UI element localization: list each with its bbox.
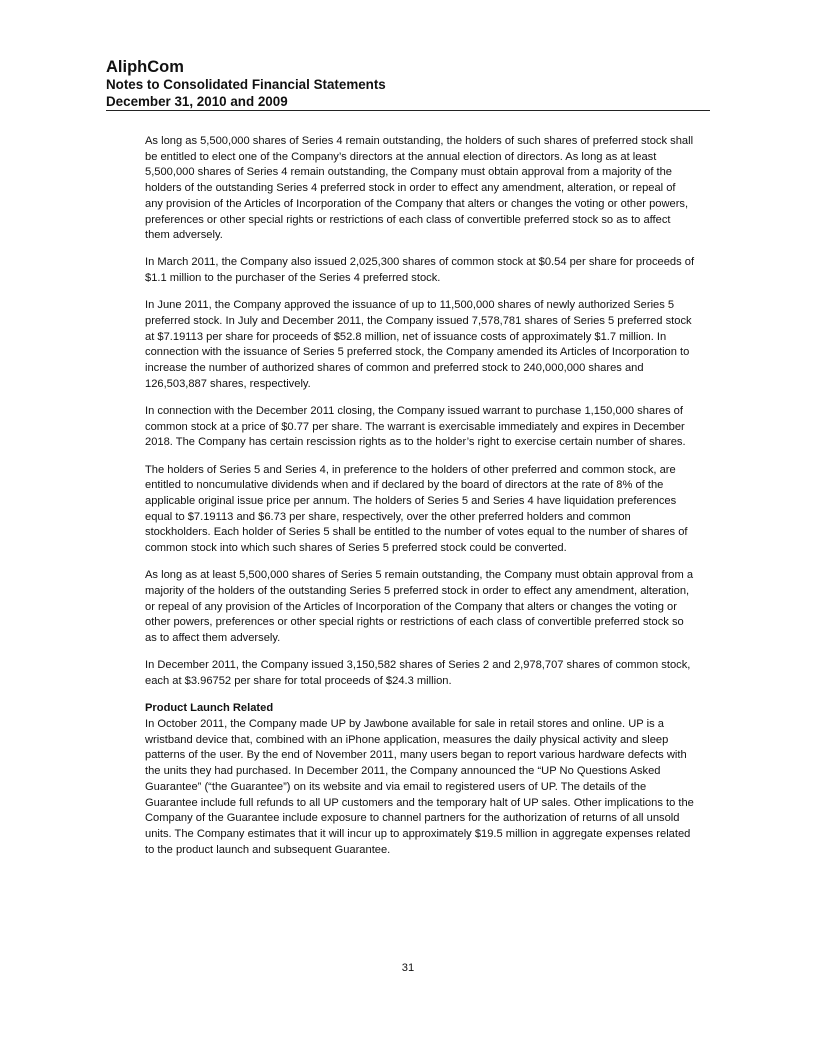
paragraph: As long as at least 5,500,000 shares of Series 5 remain outstanding, the Company must obtain approval from a majority of the holders of the outstanding Series 5 preferred stock in order to effect any amendment, alteration, or repeal of any provision of the Articles of Incorporation of the Company that alters or changes the voting or other powers, preferences or other special rights or restrictions of each class of convertible preferred stock so as to affect them adversely. <box>145 569 694 645</box>
page-number: 31 <box>401 962 415 974</box>
paragraph: As long as 5,500,000 shares of Series 4 remain outstanding, the holders of such shares of preferred stock shall be entitled to elect one of the Company’s directors at the annual election of directors. As long as at least 5,500,000 shares of Series 4 remain outstanding, the Company must obtain approval from a majority of the holders of the outstanding Series 4 preferred stock in order to effect any amendment, alteration, or repeal of any provision of the Articles of Incorporation of the Company that alters or changes the voting or other powers, preferences or other special rights or restrictions of each class of convertible preferred stock so as to affect them adversely. <box>145 135 694 242</box>
section-heading: Product Launch Related <box>145 702 274 715</box>
company-name: AliphCom <box>106 58 184 76</box>
document-title: Notes to Consolidated Financial Statements <box>106 77 386 92</box>
page-header <box>106 58 710 110</box>
paragraph: In March 2011, the Company also issued 2,025,300 shares of common stock at $0.54 per share for proceeds of $1.1 million to the purchaser of the Series 4 preferred stock. <box>145 256 695 285</box>
document-date: December 31, 2010 and 2009 <box>106 94 288 109</box>
paragraph: In December 2011, the Company issued 3,150,582 shares of Series 2 and 2,978,707 shares of common stock, each at $3.96752 per share for total proceeds of $24.3 million. <box>145 659 691 688</box>
paragraph: The holders of Series 5 and Series 4, in preference to the holders of other preferred and common stock, are entitled to noncumulative dividends when and if declared by the board of directors at the rate of 8% of the applicable original issue price per annum. The holders of Series 5 and Series 4 have liquidation preferences equal to $7.19113 and $6.73 per share, respectively, over the other preferred holders and common stockholders. Each holder of Series 5 shall be entitled to the number of votes equal to the number of shares of common stock into which such shares of Series 5 preferred stock could be converted. <box>145 463 688 555</box>
header-rule <box>106 110 710 111</box>
paragraph: In connection with the December 2011 closing, the Company issued warrant to purchase 1,150,000 shares of common stock at a price of $0.77 per share. The warrant is exercisable immediately and expires in December 2018. The Company has certain rescission rights as to the holder’s right to exercise certain number of shares. <box>145 405 686 449</box>
paragraph: In June 2011, the Company approved the issuance of up to 11,500,000 shares of newly authorized Series 5 preferred stock. In July and December 2011, the Company issued 7,578,781 shares of Series 5 preferred stock at $7.19113 per share for proceeds of $52.8 million, net of issuance costs of approximately $1.7 million. In connection with the issuance of Series 5 preferred stock, the Company amended its Articles of Incorporation to increase the number of authorized shares of common and preferred stock to 240,000,000 shares and 126,503,887 shares, respectively. <box>145 299 692 390</box>
section-paragraph: In October 2011, the Company made UP by Jawbone available for sale in retail stores and online. UP is a wristband device that, combined with an iPhone application, measures the daily physical activity and sleep patterns of the user. By the end of November 2011, many users began to report various hardware defects with the units they had purchased. In December 2011, the Company announced the “UP No Questions Asked Guarantee” (“the Guarantee”) on its website and via email to registered users of UP. The details of the Guarantee include full refunds to all UP customers and the temporary halt of UP sales. Other implications to the Company of the Guarantee include exposure to channel partners for the authorization of returns of all unsold units. The Company estimates that it will incur up to approximately $19.5 million in aggregate expenses related to the product launch and subsequent Guarantee. <box>145 718 694 856</box>
document-body <box>145 134 695 870</box>
